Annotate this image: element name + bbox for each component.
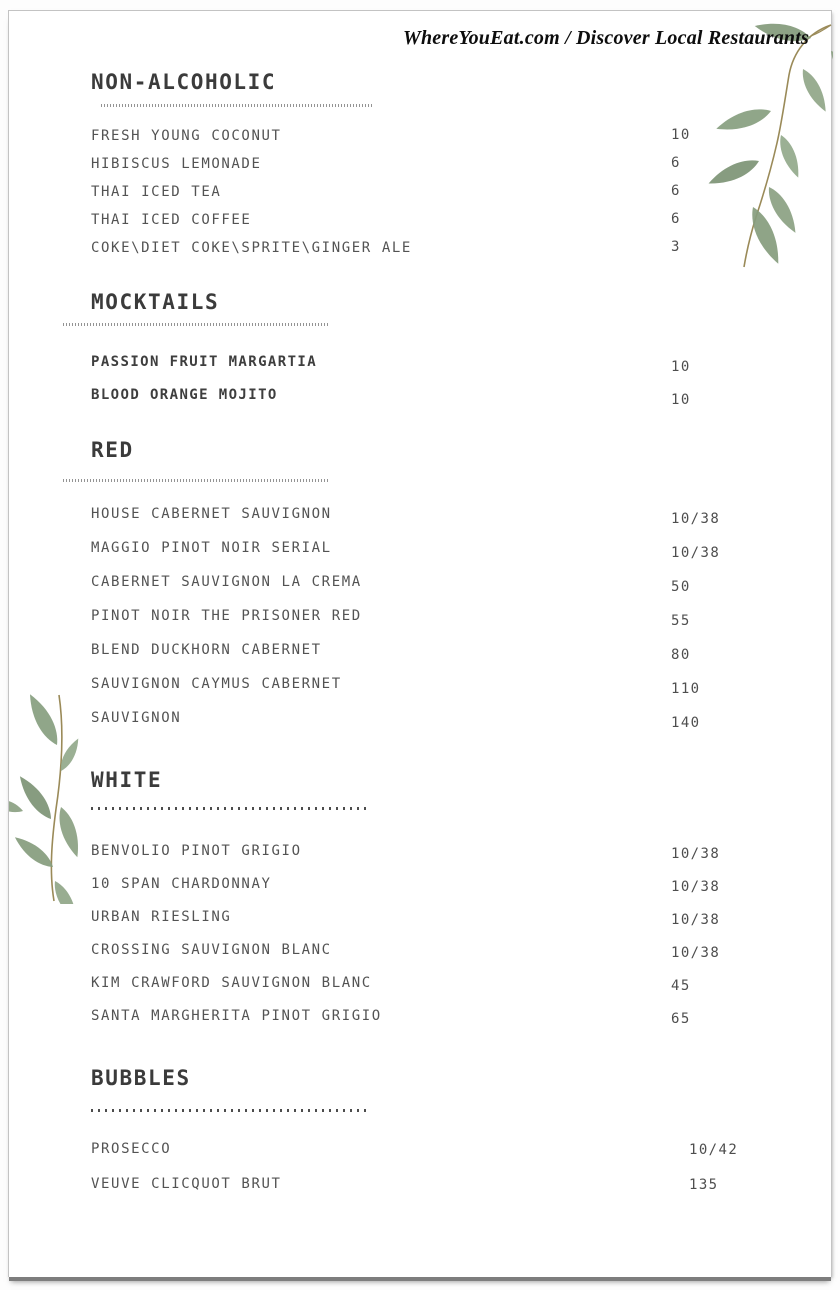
section-non-alcoholic (91, 69, 771, 261)
menu-item-row (91, 1165, 771, 1200)
item-price: 45 (671, 978, 691, 994)
section-title: WHITE (91, 768, 163, 792)
item-list (91, 121, 771, 261)
menu-page (8, 10, 832, 1277)
item-name: MAGGIO PINOT NOIR SERIAL (91, 540, 332, 556)
menu-item-row (91, 833, 771, 866)
section-title: MOCKTAILS (91, 290, 220, 314)
item-price: 10 (671, 359, 691, 375)
item-name: THAI ICED TEA (91, 184, 222, 200)
item-price: 3 (671, 239, 681, 255)
section-title: BUBBLES (91, 1066, 191, 1090)
item-list (91, 496, 771, 734)
menu-item-row (91, 530, 771, 564)
item-name: 10 SPAN CHARDONNAY (91, 876, 272, 892)
item-price: 10/38 (671, 511, 721, 527)
item-price: 10/38 (671, 545, 721, 561)
item-name: KIM CRAWFORD SAUVIGNON BLANC (91, 975, 372, 991)
menu-item-row (91, 344, 771, 377)
item-list (91, 833, 771, 1031)
item-price: 80 (671, 647, 691, 663)
menu-item-row (91, 233, 771, 261)
section-divider (101, 104, 373, 107)
item-name: BLEND DUCKHORN CABERNET (91, 642, 322, 658)
item-name: PINOT NOIR THE PRISONER RED (91, 608, 362, 624)
item-name: FRESH YOUNG COCONUT (91, 128, 282, 144)
section-bubbles (91, 1065, 771, 1200)
menu-item-row (91, 564, 771, 598)
menu-item-row (91, 632, 771, 666)
item-price: 110 (671, 681, 701, 697)
item-price: 50 (671, 579, 691, 595)
item-name: CABERNET SAUVIGNON LA CREMA (91, 574, 362, 590)
item-name: COKE\DIET COKE\SPRITE\GINGER ALE (91, 240, 412, 256)
section-mocktails (91, 289, 771, 410)
item-price: 140 (671, 715, 701, 731)
item-price: 10 (671, 127, 691, 143)
menu-item-row (91, 598, 771, 632)
section-title: NON-ALCOHOLIC (91, 70, 277, 94)
menu-item-row (91, 121, 771, 149)
menu-item-row (91, 1130, 771, 1165)
menu-item-row (91, 496, 771, 530)
item-name: THAI ICED COFFEE (91, 212, 252, 228)
item-list (91, 344, 771, 410)
item-price: 6 (671, 155, 681, 171)
section-divider (63, 479, 330, 482)
item-name: HOUSE CABERNET SAUVIGNON (91, 506, 332, 522)
menu-item-row (91, 177, 771, 205)
item-name: SANTA MARGHERITA PINOT GRIGIO (91, 1008, 382, 1024)
section-divider (91, 807, 369, 810)
item-price: 6 (671, 211, 681, 227)
menu-item-row (91, 932, 771, 965)
menu-item-row (91, 149, 771, 177)
site-watermark: WhereYouEat.com / Discover Local Restaurants (402, 27, 809, 49)
item-price: 65 (671, 1011, 691, 1027)
menu-item-row (91, 965, 771, 998)
item-list (91, 1130, 771, 1200)
item-price: 10/42 (689, 1142, 739, 1158)
menu-item-row (91, 866, 771, 899)
item-price: 10 (671, 392, 691, 408)
item-name: URBAN RIESLING (91, 909, 232, 925)
menu-item-row (91, 666, 771, 700)
item-price: 135 (689, 1177, 719, 1193)
section-divider (91, 1109, 371, 1112)
menu-item-row (91, 899, 771, 932)
item-price: 10/38 (671, 846, 721, 862)
menu-item-row (91, 377, 771, 410)
item-price: 10/38 (671, 879, 721, 895)
section-divider (63, 323, 330, 326)
item-name: SAUVIGNON CAYMUS CABERNET (91, 676, 342, 692)
item-name: CROSSING SAUVIGNON BLANC (91, 942, 332, 958)
section-red-wine (91, 437, 771, 734)
menu-item-row (91, 998, 771, 1031)
item-name: VEUVE CLICQUOT BRUT (91, 1176, 282, 1192)
item-name: HIBISCUS LEMONADE (91, 156, 262, 172)
item-name: BLOOD ORANGE MOJITO (91, 387, 278, 403)
leaf-branch-icon (9, 689, 101, 904)
item-price: 6 (671, 183, 681, 199)
section-white-wine (91, 767, 771, 1031)
item-price: 10/38 (671, 945, 721, 961)
item-name: BENVOLIO PINOT GRIGIO (91, 843, 302, 859)
item-price: 55 (671, 613, 691, 629)
menu-item-row (91, 205, 771, 233)
item-name: PROSECCO (91, 1141, 172, 1157)
item-price: 10/38 (671, 912, 721, 928)
menu-item-row (91, 700, 771, 734)
item-name: SAUVIGNON (91, 710, 182, 726)
item-name: PASSION FRUIT MARGARTIA (91, 354, 318, 370)
section-title: RED (91, 438, 134, 462)
